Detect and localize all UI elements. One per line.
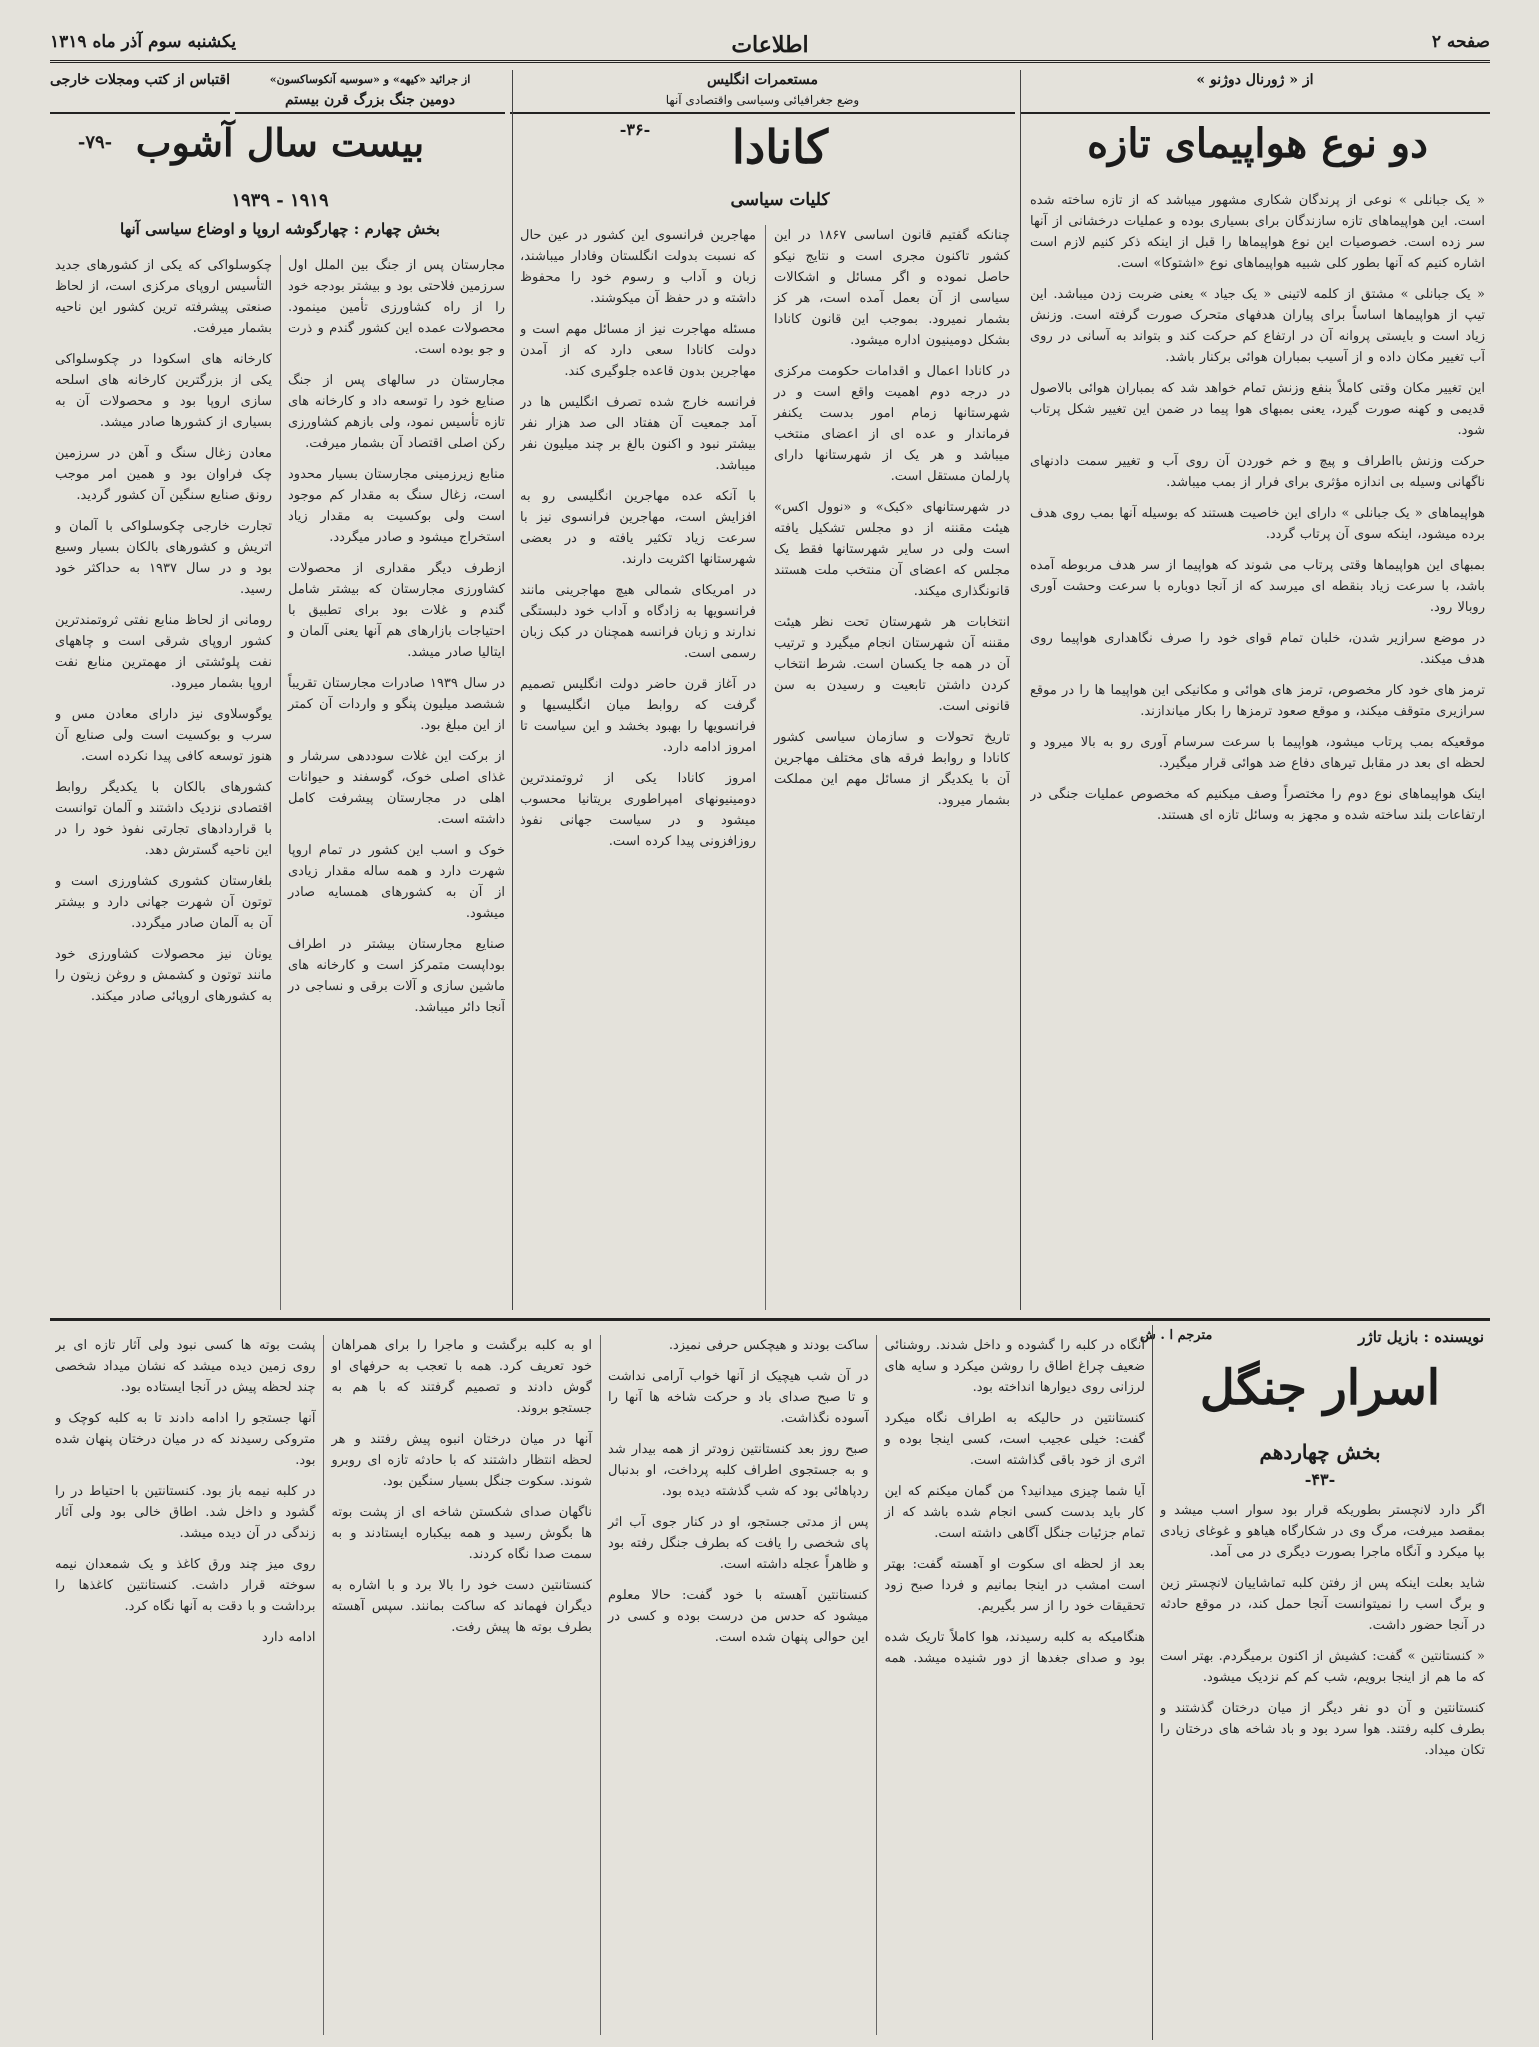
paragraph: چکوسلواکی که یکی از کشورهای جدید التأسیس اروپای مرکزی است، از لحاظ صنعتی پیشرفته ترین کشور این ناحیه بشمار میرفت. <box>55 258 272 336</box>
paragraph: بعد از لحظه ای سکوت او آهسته گفت: بهتر است امشب در اینجا بمانیم و فردا صبح زود تحقیقات خود را از سر بگیریم. <box>884 1557 1145 1614</box>
paragraph: مسئله مهاجرت نیز از مسائل مهم است و دولت کانادا سعی دارد که از آمدن مهاجرین بدون قاعده جلوگیری کند. <box>520 322 756 379</box>
paragraph: تاریخ تحولات و سازمان سیاسی کشور کانادا و روابط فرقه های مختلف مهاجرین آن با یکدیگر از مسائل مهم این مملکت بشمار میرود. <box>774 730 1010 808</box>
paragraph: بلغارستان کشوری کشاورزی است و توتون آن شهرت جهانی دارد و بیشتر آن به آلمان صادر میگردد. <box>55 874 272 931</box>
paragraph: بمبهای این هواپیماها وقتی پرتاب می شوند که هواپیما از سر هدف مربوطه آمده باشد، با سرعت زیاد بنقطه ای میرسد که از آنجا دوباره با سرعت وحشت آوری روبالا رود. <box>1030 558 1485 615</box>
paragraph: او به کلبه برگشت و ماجرا را برای همراهان خود تعریف کرد. همه با تعجب به حرفهای او گوش دادند و تصمیم گرفتند که با هم به جستجو بروند. <box>331 1338 592 1416</box>
world-war-source: از جرائید «کیهه» و «سوسیه آنکوساکسون» <box>269 73 471 86</box>
paragraph: معادن زغال سنگ و آهن در سرزمین چک فراوان بود و همین امر موجب رونق صنایع سنگین آن کشور گردید. <box>55 446 272 503</box>
serial-title: اسرار جنگل <box>1199 1360 1441 1416</box>
paragraph: مهاجرین فرانسوی این کشور در عین حال که نسبت بدولت انگلستان وفادار میباشند، زبان و آداب و رسوم خود را محفوظ داشته و در حفظ آن میکوشند. <box>520 228 756 306</box>
paragraph: از برکت این غلات سوددهی سرشار و غذای اصلی خوک، گوسفند و حیوانات اهلی در مجارستان پیشرفت کامل داشته است. <box>288 749 505 827</box>
paragraph: در شهرستانهای «کبک» و «نوول اکس» هیئت مقننه از دو مجلس تشکیل یافته است ولی در سایر شهرستانها فقط یک مجلس که اعضای آن منتخب ملت هستند قانونگذاری میکند. <box>774 500 1010 599</box>
column-divider <box>1020 70 1021 1310</box>
paragraph: آنگاه در کلبه را گشوده و داخل شدند. روشنائی ضعیف چراغ اطاق را روشن میکرد و سایه های لرزانی روی دیوارها انداخته بود. <box>884 1338 1145 1395</box>
paragraph: کنستانتین آهسته با خود گفت: حالا معلوم میشود که حدس من درست بوده و کسی در این حوالی پنهان شده است. <box>608 1588 869 1645</box>
paragraph: هواپیماهای « یک جبانلی » دارای این خاصیت هستند که بوسیله آنها بمب روی هدف برده میشود، اینکه سوی آن پرتاب گردد. <box>1030 506 1485 542</box>
page-header <box>50 30 1490 63</box>
paragraph: با آنکه عده مهاجرین انگلیسی رو به افزایش است، مهاجرین فرانسوی نیز با سرعت زیاد تکثیر یافته و در بعضی شهرستانها اکثریت دارند. <box>520 489 756 567</box>
serial-part: بخش چهاردهم <box>1259 1440 1381 1464</box>
paragraph: در موضع سرازیر شدن، خلبان تمام قوای خود را صرف نگاهداری هواپیما روی هدف میکند. <box>1030 631 1485 667</box>
twenty-years-dates: ۱۹۱۹ - ۱۹۳۹ <box>231 190 329 211</box>
column-divider <box>512 70 513 1310</box>
horizontal-divider <box>50 1318 1490 1321</box>
paragraph: ازطرف دیگر مقداری از محصولات کشاورزی مجارستان که بیشتر شامل گندم و غلات بود برای تطبیق با احتیاجات بازارهای هم آنها یعنی آلمان و ایتالیا صادر میشد. <box>288 561 505 660</box>
paragraph: انتخابات هر شهرستان تحت نظر هیئت مقننه آن شهرستان انجام میگیرد و ترتیب آن در همه جا یکسان است. شرط انتخاب کردن داشتن تابعیت و رسیدن به سن قانونی است. <box>774 615 1010 714</box>
paragraph: مجارستان در سالهای پس از جنگ صنایع خود را توسعه داد و کارخانه های تازه تأسیس نمود، ولی بازهم کشاورزی رکن اصلی اقتصاد آن بشمار میرفت. <box>288 373 505 451</box>
serial-number: -۴۳- <box>1304 1470 1336 1489</box>
paragraph: منابع زیرزمینی مجارستان بسیار محدود است، زغال سنگ به مقدار کم موجود است ولی بوکسیت به مقدار زیاد استخراج میشود و صادر میگردد. <box>288 467 505 545</box>
canada-title: کانادا <box>732 120 828 174</box>
paragraph: امروز کانادا یکی از ثروتمندترین دومینیونهای امپراطوری بریتانیا محسوب میشود و در سیاست جهانی نفوذ روزافزونی پیدا کرده است. <box>520 771 756 849</box>
paragraph: روی میز چند ورق کاغذ و یک شمعدان نیمه سوخته قرار داشت. کنستانتین کاغذها را برداشت و با دقت به آنها نگاه کرد. <box>55 1557 316 1614</box>
serial-author: نویسنده : بازیل تاژر <box>1358 1328 1484 1346</box>
paragraph: پشت بوته ها کسی نبود ولی آثار تازه ای بر روی زمین دیده میشد که نشان میداد شخصی چند لحظه پیش در آنجا ایستاده بود. <box>55 1338 316 1395</box>
twenty-years-part: بخش چهارم : چهارگوشه اروپا و اوضاع سیاسی آنها <box>120 220 440 238</box>
paragraph: شاید بعلت اینکه پس از رفتن کلبه تماشاییان لانچستر زین و برگ اسب را نمیتوانست آنجا حمل کند، در موقع حادثه در آنجا حضور داشت. <box>1160 1576 1485 1633</box>
paragraph: ترمز های خود کار مخصوص، ترمز های هوائی و مکانیکی این هواپیما ها را در موقع سرازیری متوقف میکند، و موقع صعود ترمزها را بکار میاندازند. <box>1030 683 1485 719</box>
paragraph: موقعیکه بمب پرتاب میشود، هواپیما با سرعت سرسام آوری رو به بالا میرود و لحظه ای بعد در مقابل تیرهای دفاع ضد هوائی قرار میگیرد. <box>1030 735 1485 771</box>
paragraph: در آن شب هیچیک از آنها خواب آرامی نداشت و تا صبح صدای باد و حرکت شاخه ها آنها را آسوده نگذاشت. <box>608 1369 869 1426</box>
paragraph: آنها جستجو را ادامه دادند تا به کلبه کوچک و متروکی رسیدند که در میان درختان پنهان شده بود. <box>55 1411 316 1468</box>
paragraph: کشورهای بالکان با یکدیگر روابط اقتصادی نزدیک داشتند و آلمان توانست با قراردادهای تجارتی نفوذ خود را در این ناحیه گسترش دهد. <box>55 780 272 858</box>
section-label-col1 <box>1020 70 1490 114</box>
serial-article-body <box>55 1335 1145 2035</box>
paragraph: در کانادا اعمال و اقدامات حکومت مرکزی در درجه دوم اهمیت واقع است و در شهرستانها زمام امور بدست یکنفر فرماندار و عده ای از اعضای منتخب میباشد و هر یک از شهرستانها دارای پارلمان مستقل است. <box>774 364 1010 484</box>
paragraph: « یک جبانلی » نوعی از پرندگان شکاری مشهور میباشد که از تازه ساخته شده است. این هواپیماهای تازه سازندگان برای بسیاری بوده و عملیات درخشانی از آنها سر زده است. خصوصیات این نوع هواپیماها را قبل از اینکه ذکر کنیم لازم است اشاره کنیم که آنها بطور کلی شبیه هواپیماهای نوع «اشتوکا» است. <box>1030 193 1485 271</box>
issue-date: یکشنبه سوم آذر ماه ۱۳۱۹ <box>50 32 237 52</box>
paragraph: در سال ۱۹۳۹ صادرات مجارستان تقریباً ششصد میلیون پنگو و واردات آن کمتر از این مبلغ بود. <box>288 676 505 733</box>
aircraft-article-body <box>1030 190 1485 1300</box>
paragraph: رومانی از لحاظ منابع نفتی ثروتمندترین کشور اروپای شرقی است و چاههای نفت پلوئشتی از مهمترین منابع نفت اروپا بشمار میرود. <box>55 613 272 691</box>
paragraph: « کنستانتین » گفت: کشیش از اکنون برمیگردم. بهتر است که ما هم از اینجا برویم، شب کم کم نزدیک میشود. <box>1160 1649 1485 1685</box>
column-divider <box>1152 1325 1153 2040</box>
paragraph: کنستانتین دست خود را بالا برد و با اشاره به دیگران فهماند که ساکت بمانند. سپس آهسته بطرف بوته ها پیش رفت. <box>331 1578 592 1635</box>
canada-subtitle: کلیات سیاسی <box>730 190 830 210</box>
canada-article-body <box>520 225 1010 1310</box>
world-war-label: دومین جنگ بزرگ قرن بیستم <box>284 92 456 108</box>
paragraph: در امریکای شمالی هیچ مهاجرینی مانند فرانسویها به زادگاه و آداب خود دلبستگی ندارند و زبان فرانسه همچنان در کبک زبان رسمی است. <box>520 583 756 661</box>
paragraph: آیا شما چیزی میدانید؟ من گمان میکنم که این کار باید بدست کسی انجام شده باشد که از تمام جزئیات جنگل آگاهی داشته است. <box>884 1484 1145 1541</box>
paragraph: این تغییر مکان وقتی کاملاً بنفع وزنش تمام خواهد شد که بمباران هوائی بالاصول قدیمی و کهنه صورت گیرد، یعنی بمبهای هوا پیما در ضمن این تغییر شکل پرتاب شود. <box>1030 381 1485 438</box>
serial-translator: مترجم ا . ش <box>1140 1328 1213 1343</box>
paragraph: فرانسه خارج شده تصرف انگلیس ها در آمد جمعیت آن هفتاد الی صد هزار نفر بیشتر نبود و اکنون بالغ بر چند میلیون نفر میباشد. <box>520 395 756 473</box>
paragraph: مجارستان پس از جنگ بین الملل اول سرزمین فلاحتی بود و بیشتر بودجه خود را از راه کشاورزی تأمین مینمود. محصولات عمده این کشور گندم و ذرت و جو بوده است. <box>288 258 505 357</box>
serial-article-opening <box>1160 1500 1485 2035</box>
colonies-sublabel: وضع جغرافیائی وسیاسی واقتصادی آنها <box>665 93 860 107</box>
twenty-years-number: -۷۹- <box>77 132 113 153</box>
foreign-sources-label: اقتباس از کتب ومجلات خارجی <box>49 72 230 88</box>
paragraph: حرکت وزنش بااطراف و پیچ و خم خوردن آن روی آب و تغییر سمت دادنهای ناگهانی وسیله بی اندازه مؤثری برای فرار از بمب میباشد. <box>1030 454 1485 490</box>
twenty-years-title: بیست سال آشوب <box>135 120 425 165</box>
newspaper-name: اطلاعات <box>731 32 809 58</box>
paragraph: اگر دارد لانچستر بطوریکه قرار بود سوار اسب میشد و بمقصد میرفت، مرگ وی در شکارگاه هیاهو و غوغای زیادی بپا میکرد و آنگاه ماجرا بصورت دیگری در می آمد. <box>1160 1503 1485 1560</box>
aircraft-title: دو نوع هواپیمای تازه <box>1087 120 1428 167</box>
paragraph: یوگوسلاوی نیز دارای معادن مس و سرب و بوکسیت است ولی صنایع آن هنوز توسعه کافی پیدا نکرده است. <box>55 707 272 764</box>
paragraph: پس از مدتی جستجو، او در کنار جوی آب اثر پای شخصی را یافت که بطرف جنگل رفته بود و ظاهراً عجله داشته است. <box>608 1515 869 1572</box>
section-label-foreign <box>50 70 230 114</box>
paragraph: چنانکه گفتیم قانون اساسی ۱۸۶۷ در این کشور تاکنون مجری است و نتایج نیکو حاصل نموده و اگر مسائل و اشکالات سیاسی از آن بعمل آمده است، هر کز بشمار نمیرود. بموجب این قانون کانادا بشکل دومینیون اداره میشود. <box>774 228 1010 348</box>
canada-number: -۳۶- <box>619 120 651 139</box>
section-label-colonies <box>510 70 1015 114</box>
paragraph: خوک و اسب این کشور در تمام اروپا شهرت دارد و همه ساله مقدار زیادی از آن به کشورهای همسایه صادر میشود. <box>288 843 505 921</box>
source-label-aircraft: از « ژورنال دوژنو » <box>1196 72 1314 88</box>
section-label-world-war <box>235 70 505 114</box>
paragraph: کنستانتین در حالیکه به اطراف نگاه میکرد گفت: خیلی عجیب است، کسی اینجا بوده و اثری از خود باقی گذاشته است. <box>884 1411 1145 1468</box>
paragraph: کنستانتین و آن دو نفر دیگر از میان درختان گذشتند و بطرف کلبه رفتند. هوا سرد بود و باد شاخه های درختان را تکان میداد. <box>1160 1701 1485 1758</box>
colonies-label: مستعمرات انگلیس <box>707 72 818 88</box>
paragraph: در آغاز قرن حاضر دولت انگلیس تصمیم گرفت که روابط میان انگلیسیها و فرانسویها را بهبود بخشد و این سیاست تا امروز ادامه دارد. <box>520 677 756 755</box>
paragraph: « یک جبانلی » مشتق از کلمه لاتینی « یک جیاد » یعنی ضربت زدن میباشد. این تیپ از هواپیماها اساساً برای پیاران هدفهای متحرک صورت گرفته است. وزنش زیاد است و بایستی پروانه آن در ارتفاع کم حرکت کند و بتواند به آسانی در روی آب تغییر مکان داده و از آسیب بمباران هوائی برکنار باشد. <box>1030 287 1485 365</box>
paragraph: ناگهان صدای شکستن شاخه ای از پشت بوته ها بگوش رسید و همه بیکباره ایستادند و به سمت صدا نگاه کردند. <box>331 1505 592 1562</box>
paragraph: آنها در میان درختان انبوه پیش رفتند و هر لحظه انتظار داشتند که با حادثه تازه ای روبرو شوند. سکوت جنگل بسیار سنگین بود. <box>331 1432 592 1489</box>
twenty-years-article-body <box>55 255 505 1310</box>
paragraph: هنگامیکه به کلبه رسیدند، هوا کاملاً تاریک شده بود و صدای جغدها از دور شنیده میشد. همه ساکت بودند و هیچکس حرفی نمیزد. <box>668 1338 1145 1666</box>
page-number: صفحه ۲ <box>1431 32 1490 52</box>
paragraph: ادامه دارد <box>261 1630 316 1645</box>
paragraph: صبح روز بعد کنستانتین زودتر از همه بیدار شد و به جستجوی اطراف کلبه پرداخت، او بدنبال ردپاهائی بود که شب گذشته دیده بود. <box>608 1442 869 1499</box>
paragraph: کارخانه های اسکودا در چکوسلواکی یکی از بزرگترین کارخانه های اسلحه سازی اروپا بود و محصولات آن به بسیاری از کشورها صادر میشد. <box>55 352 272 430</box>
paragraph: اینک هواپیماهای نوع دوم را مختصراً وصف میکنیم که مخصوص عملیات جنگی در ارتفاعات بلند ساخته شده و مجهز به وسائل تازه ای هستند. <box>1030 787 1485 823</box>
paragraph: صنایع مجارستان بیشتر در اطراف بوداپست متمرکز است و کارخانه های ماشین سازی و آلات برقی و نساجی در آنجا دائر میباشد. <box>288 937 505 1015</box>
paragraph: یونان نیز محصولات کشاورزی خود مانند توتون و کشمش و روغن زیتون را به کشورهای اروپائی صادر میکند. <box>55 947 272 1004</box>
paragraph: در کلبه نیمه باز بود. کنستانتین با احتیاط در را گشود و داخل شد. اطاق خالی بود ولی آثار زندگی در آن دیده میشد. <box>55 1484 316 1541</box>
paragraph: تجارت خارجی چکوسلواکی با آلمان و اتریش و کشورهای بالکان بسیار وسیع بود و در سال ۱۹۳۷ به حداکثر خود رسید. <box>55 519 272 597</box>
